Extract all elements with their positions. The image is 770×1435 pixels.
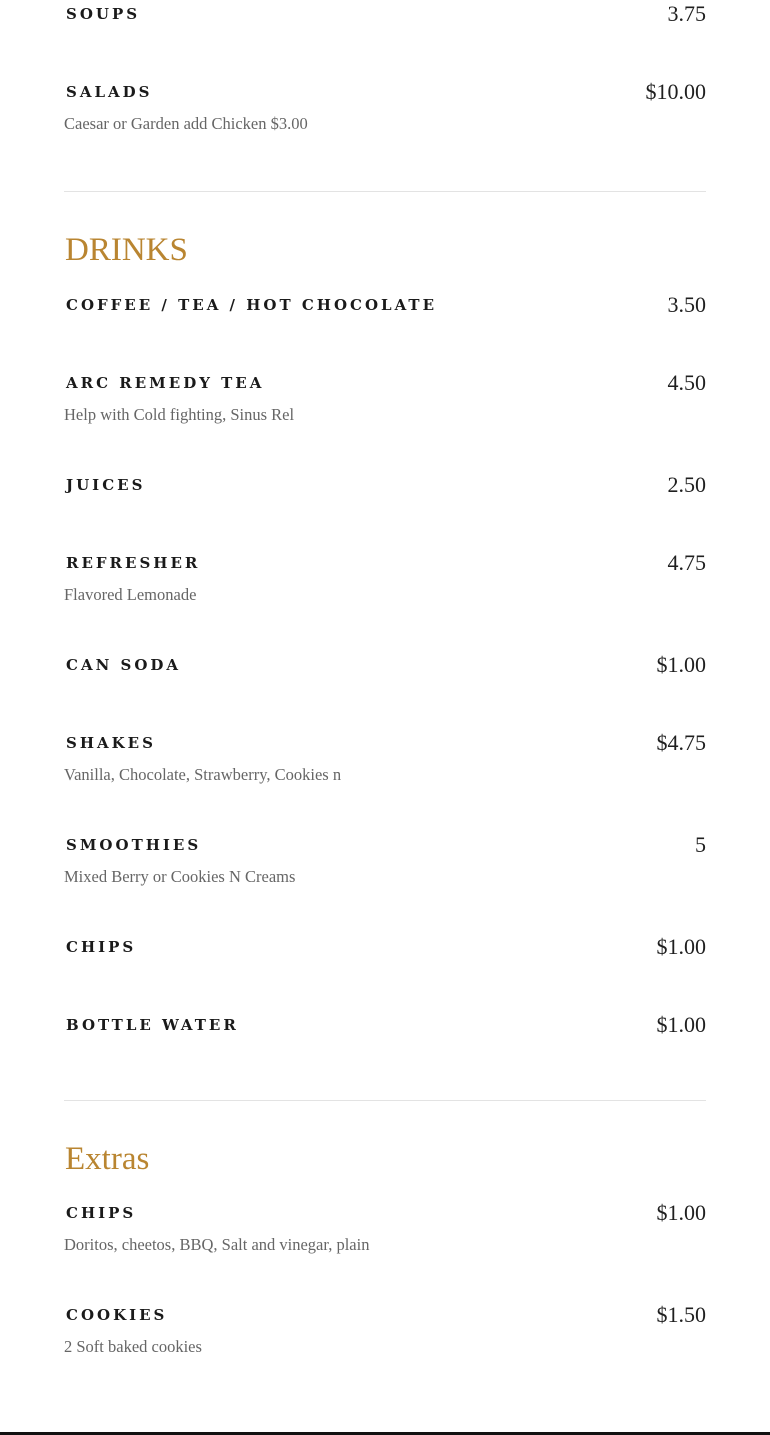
item-name: COOKIES	[66, 1306, 168, 1324]
item-name: REFRESHER	[66, 554, 201, 572]
item-name: COFFEE / TEA / HOT CHOCOLATE	[66, 296, 438, 314]
item-price: 4.50	[667, 370, 706, 395]
section-divider	[64, 1100, 706, 1101]
item-price: 2.50	[667, 472, 706, 497]
item-name: CHIPS	[66, 938, 137, 956]
item-name: CAN SODA	[66, 656, 182, 674]
item-price: 4.75	[667, 550, 706, 575]
item-name: SMOOTHIES	[66, 836, 202, 854]
item-name: JUICES	[66, 476, 146, 494]
item-name: BOTTLE WATER	[66, 1016, 239, 1034]
item-name: SALADS	[66, 83, 153, 101]
section-title-drinks: DRINKS	[65, 232, 188, 268]
item-description: Doritos, cheetos, BBQ, Salt and vinegar, plain	[64, 1235, 370, 1254]
item-name: SHAKES	[66, 734, 156, 752]
item-price: $1.50	[656, 1302, 706, 1327]
item-price: $1.00	[656, 1012, 706, 1037]
item-description: Mixed Berry or Cookies N Creams	[64, 867, 296, 886]
item-price: $1.00	[656, 1200, 706, 1225]
item-description: Caesar or Garden add Chicken $3.00	[64, 114, 308, 133]
item-description: 2 Soft baked cookies	[64, 1337, 202, 1356]
item-name: CHIPS	[66, 1204, 137, 1222]
item-price: $1.00	[656, 934, 706, 959]
section-title-extras: Extras	[65, 1141, 150, 1177]
item-price: $4.75	[656, 730, 706, 755]
section-divider	[64, 191, 706, 192]
item-description: Help with Cold fighting, Sinus Rel	[64, 405, 295, 424]
item-price: 5	[695, 832, 706, 857]
item-description: Vanilla, Chocolate, Strawberry, Cookies n	[64, 765, 342, 784]
item-name: ARC REMEDY TEA	[66, 374, 265, 392]
item-price: $10.00	[645, 79, 706, 104]
item-price: 3.75	[667, 1, 706, 26]
item-price: $1.00	[656, 652, 706, 677]
item-name: SOUPS	[66, 5, 141, 23]
item-price: 3.50	[667, 292, 706, 317]
item-description: Flavored Lemonade	[64, 585, 197, 604]
